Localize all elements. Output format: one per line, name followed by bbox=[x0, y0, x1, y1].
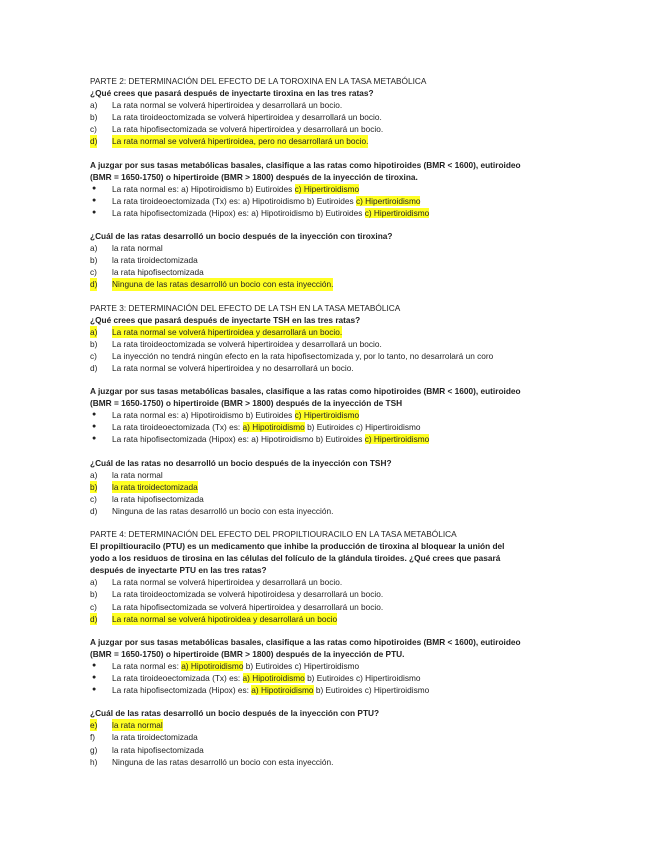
bullet-text: La rata normal es: a) Hipotiroidismo b) Eutiroides bbox=[112, 410, 295, 421]
bullet-item bbox=[90, 195, 570, 207]
option-text-highlighted: La rata normal se volverá hipertiroidea, pero no desarrollará un bocio. bbox=[112, 136, 369, 147]
option-text: La rata tiroideoctomizada se volverá hipertiroidea y desarrollará un bocio. bbox=[112, 112, 382, 123]
option-text: la rata hipofisectomizada bbox=[112, 267, 204, 278]
list-item bbox=[90, 588, 570, 600]
option-letter: d) bbox=[90, 505, 98, 516]
option-text: Ninguna de las ratas desarrolló un bocio con esta inyección. bbox=[112, 756, 334, 767]
bullet-item bbox=[90, 183, 570, 195]
part2-q1-options bbox=[90, 99, 570, 147]
option-letter: c) bbox=[90, 601, 97, 612]
part4-question-2-line1: A juzgar por sus tasas metabólicas basales, clasifique a las ratas como hipotiroides (BMR < 1600), eutiroideo bbox=[90, 636, 521, 647]
bullet-item bbox=[90, 421, 570, 433]
part4-title: PARTE 4: DETERMINACIÓN DEL EFECTO DEL PROPILTIOURACILO EN LA TASA METABÓLICA bbox=[90, 529, 457, 539]
bullet-text: La rata tiroideoectomizada (Tx) es: bbox=[112, 673, 243, 684]
option-text: Ninguna de las ratas desarrolló un bocio con esta inyección. bbox=[112, 505, 334, 516]
bullet-text: La rata tiroideoectomizada (Tx) es: bbox=[112, 422, 243, 433]
part4-intro-line2: yodo a los residuos de tirosina en las células del folículo de la glándula tiroides. ¿Qué crees que pasará bbox=[90, 553, 501, 564]
bullet-icon: ● bbox=[92, 411, 97, 419]
list-item bbox=[90, 350, 570, 362]
list-item bbox=[90, 254, 570, 266]
list-item bbox=[90, 576, 570, 588]
list-item-selected bbox=[90, 719, 570, 731]
part3-question-2-line1: A juzgar por sus tasas metabólicas basales, clasifique a las ratas como hipotiroides (BMR < 1600), eutiroideo bbox=[90, 386, 521, 397]
bullet-text: La rata normal es: bbox=[112, 660, 182, 671]
part4-question-2-line2: (BMR = 1650-1750) o hipertiroide (BMR > 1800) después de la inyección de PTU. bbox=[90, 648, 405, 659]
bullet-answer-highlighted: c) Hipertiroidismo bbox=[294, 183, 360, 194]
part3-question-3: ¿Cuál de las ratas no desarrolló un bocio después de la inyección con TSH? bbox=[90, 457, 392, 468]
bullet-icon: ● bbox=[92, 184, 97, 192]
bullet-item bbox=[90, 433, 570, 445]
option-letter: b) bbox=[90, 338, 98, 349]
list-item-selected bbox=[90, 278, 570, 290]
part2-question-2-line2: (BMR = 1650-1750) o hipertiroide (BMR > 1800) después de la inyección de tiroxina. bbox=[90, 171, 418, 182]
list-item bbox=[90, 266, 570, 278]
part2-question-2-line1: A juzgar por sus tasas metabólicas basales, clasifique a las ratas como hipotiroides (BMR < 1600), eutiroideo bbox=[90, 159, 521, 170]
option-letter: b) bbox=[90, 112, 98, 123]
list-item bbox=[90, 99, 570, 111]
list-item bbox=[90, 338, 570, 350]
list-item-selected bbox=[90, 135, 570, 147]
option-letter: a) bbox=[90, 100, 98, 111]
list-item bbox=[90, 744, 570, 756]
option-letter: f) bbox=[90, 732, 96, 743]
option-letter: h) bbox=[90, 756, 98, 767]
list-item-selected bbox=[90, 326, 570, 338]
list-item bbox=[90, 362, 570, 374]
option-letter: c) bbox=[90, 493, 97, 504]
option-letter: c) bbox=[90, 350, 97, 361]
bullet-text-after: b) Eutiroides c) Hipertiroidismo bbox=[243, 660, 360, 671]
part4-q3-options bbox=[90, 719, 570, 767]
part3-question-1: ¿Qué crees que pasará después de inyectarte TSH en las tres ratas? bbox=[90, 314, 361, 325]
list-item bbox=[90, 731, 570, 743]
part2-q2-bullets bbox=[90, 183, 570, 219]
option-text-highlighted: Ninguna de las ratas desarrolló un bocio con esta inyección. bbox=[112, 279, 334, 290]
part3-q2-bullets bbox=[90, 409, 570, 445]
bullet-item bbox=[90, 684, 570, 696]
option-letter: a) bbox=[90, 243, 98, 254]
option-letter: d) bbox=[90, 613, 98, 624]
part3-question-2-line2: (BMR = 1650-1750) o hipertiroide (BMR > 1800) después de la inyección de TSH bbox=[90, 398, 403, 409]
bullet-icon: ● bbox=[92, 435, 97, 443]
option-letter: g) bbox=[90, 744, 98, 755]
option-text: La inyección no tendrá ningún efecto en la rata hipofisectomizada y, por lo tanto, no desarrolará un coro bbox=[112, 350, 494, 361]
part2-question-1: ¿Qué crees que pasará después de inyectarte tiroxina en las tres ratas? bbox=[90, 88, 374, 99]
part2-q3-options bbox=[90, 242, 570, 290]
bullet-icon: ● bbox=[92, 423, 97, 431]
part4-q2-bullets bbox=[90, 660, 570, 696]
option-text-highlighted: La rata normal se volverá hipertiroidea y desarrollará un bocio. bbox=[112, 326, 343, 337]
option-letter: a) bbox=[90, 326, 98, 337]
option-text: la rata tiroidectomizada bbox=[112, 732, 198, 743]
bullet-text-after: b) Eutiroides c) Hipertiroidismo bbox=[304, 422, 421, 433]
option-text: la rata normal bbox=[112, 469, 163, 480]
bullet-item bbox=[90, 672, 570, 684]
option-text: La rata tiroideoctomizada se volverá hipotiroidesa y desarrollará un bocio. bbox=[112, 589, 384, 600]
bullet-icon: ● bbox=[92, 196, 97, 204]
bullet-answer-highlighted: a) Hipotiroidismo bbox=[181, 660, 244, 671]
option-text: La rata hipofisectomizada se volverá hipertiroidea y desarrollará un bocio. bbox=[112, 124, 384, 135]
option-text: la rata hipofisectomizada bbox=[112, 493, 204, 504]
option-letter: e) bbox=[90, 720, 98, 731]
option-letter: a) bbox=[90, 577, 98, 588]
list-item-selected bbox=[90, 613, 570, 625]
option-text-highlighted: La rata normal se volverá hipotiroidea y desarrollará un bocio bbox=[112, 613, 338, 624]
list-item-selected bbox=[90, 481, 570, 493]
option-text: La rata normal se volverá hipertiroidea y desarrollará un bocio. bbox=[112, 577, 343, 588]
option-letter: d) bbox=[90, 362, 98, 373]
option-text: La rata normal se volverá hipertiroidea y desarrollará un bocio. bbox=[112, 100, 343, 111]
bullet-text-after: b) Eutiroides c) Hipertiroidismo bbox=[313, 685, 430, 696]
part3-q3-options bbox=[90, 469, 570, 517]
option-letter: b) bbox=[90, 589, 98, 600]
list-item bbox=[90, 111, 570, 123]
option-text-highlighted: la rata tiroidectomizada bbox=[112, 481, 198, 492]
document-page bbox=[90, 75, 570, 768]
part2-question-3: ¿Cuál de las ratas desarrolló un bocio después de la inyección con tiroxina? bbox=[90, 231, 393, 242]
bullet-answer-highlighted: a) Hipotiroidismo bbox=[242, 422, 305, 433]
part4-question-3: ¿Cuál de las ratas desarrolló un bocio después de la inyección con PTU? bbox=[90, 708, 380, 719]
bullet-icon: ● bbox=[92, 686, 97, 694]
part4-intro-line3: después de inyectarte PTU en las tres ratas? bbox=[90, 565, 267, 576]
bullet-answer-highlighted: a) Hipotiroidismo bbox=[242, 673, 305, 684]
bullet-answer-highlighted: a) Hipotiroidismo bbox=[251, 685, 314, 696]
bullet-icon: ● bbox=[92, 661, 97, 669]
bullet-text: La rata tiroideoectomizada (Tx) es: a) Hipotiroidismo b) Eutiroides bbox=[112, 195, 356, 206]
bullet-answer-highlighted: c) Hipertiroidismo bbox=[364, 434, 430, 445]
bullet-icon: ● bbox=[92, 208, 97, 216]
list-item bbox=[90, 123, 570, 135]
part2-title: PARTE 2: DETERMINACIÓN DEL EFECTO DE LA TOROXINA EN LA TASA METABÓLICA bbox=[90, 76, 427, 86]
option-letter: d) bbox=[90, 136, 98, 147]
bullet-answer-highlighted: c) Hipertiroidismo bbox=[355, 195, 421, 206]
part3-title: PARTE 3: DETERMINACIÓN DEL EFECTO DE LA TSH EN LA TASA METABÓLICA bbox=[90, 302, 401, 313]
bullet-item bbox=[90, 409, 570, 421]
option-letter: c) bbox=[90, 267, 97, 278]
bullet-answer-highlighted: c) Hipertiroidismo bbox=[294, 410, 360, 421]
option-text: la rata hipofisectomizada bbox=[112, 744, 204, 755]
part4-intro-line1: El propiltiouracilo (PTU) es un medicamento que inhibe la producción de tiroxina al bloquear la unión del bbox=[90, 541, 505, 552]
option-text: la rata normal bbox=[112, 243, 163, 254]
list-item bbox=[90, 756, 570, 768]
bullet-answer-highlighted: c) Hipertiroidismo bbox=[364, 207, 430, 218]
bullet-item bbox=[90, 207, 570, 219]
bullet-text: La rata normal es: a) Hipotiroidismo b) Eutiroides bbox=[112, 183, 295, 194]
option-text: La rata normal se volverá hipertiroidea y no desarrollará un bocio. bbox=[112, 362, 354, 373]
bullet-text-after: b) Eutiroides c) Hipertiroidismo bbox=[304, 673, 421, 684]
option-letter: a) bbox=[90, 469, 98, 480]
option-text-highlighted: la rata normal bbox=[112, 720, 163, 731]
list-item bbox=[90, 469, 570, 481]
bullet-item bbox=[90, 660, 570, 672]
list-item bbox=[90, 242, 570, 254]
option-text: la rata tiroidectomizada bbox=[112, 255, 198, 266]
option-letter: d) bbox=[90, 279, 98, 290]
list-item bbox=[90, 493, 570, 505]
option-letter: b) bbox=[90, 255, 98, 266]
part4-q1-options bbox=[90, 576, 570, 624]
bullet-text: La rata hipofisectomizada (Hipox) es: a) Hipotiroidismo b) Eutiroides bbox=[112, 434, 365, 445]
option-text: La rata hipofisectomizada se volverá hipertiroidea y desarrollará un bocio. bbox=[112, 601, 384, 612]
list-item bbox=[90, 601, 570, 613]
option-letter: b) bbox=[90, 481, 98, 492]
part3-q1-options bbox=[90, 326, 570, 374]
bullet-icon: ● bbox=[92, 674, 97, 682]
option-text: La rata tiroideoctomizada se volverá hipertiroidea y desarrollará un bocio. bbox=[112, 338, 382, 349]
option-letter: c) bbox=[90, 124, 97, 135]
bullet-text: La rata hipofisectomizada (Hipox) es: bbox=[112, 685, 252, 696]
list-item bbox=[90, 505, 570, 517]
bullet-text: La rata hipofisectomizada (Hipox) es: a) Hipotiroidismo b) Eutiroides bbox=[112, 207, 365, 218]
